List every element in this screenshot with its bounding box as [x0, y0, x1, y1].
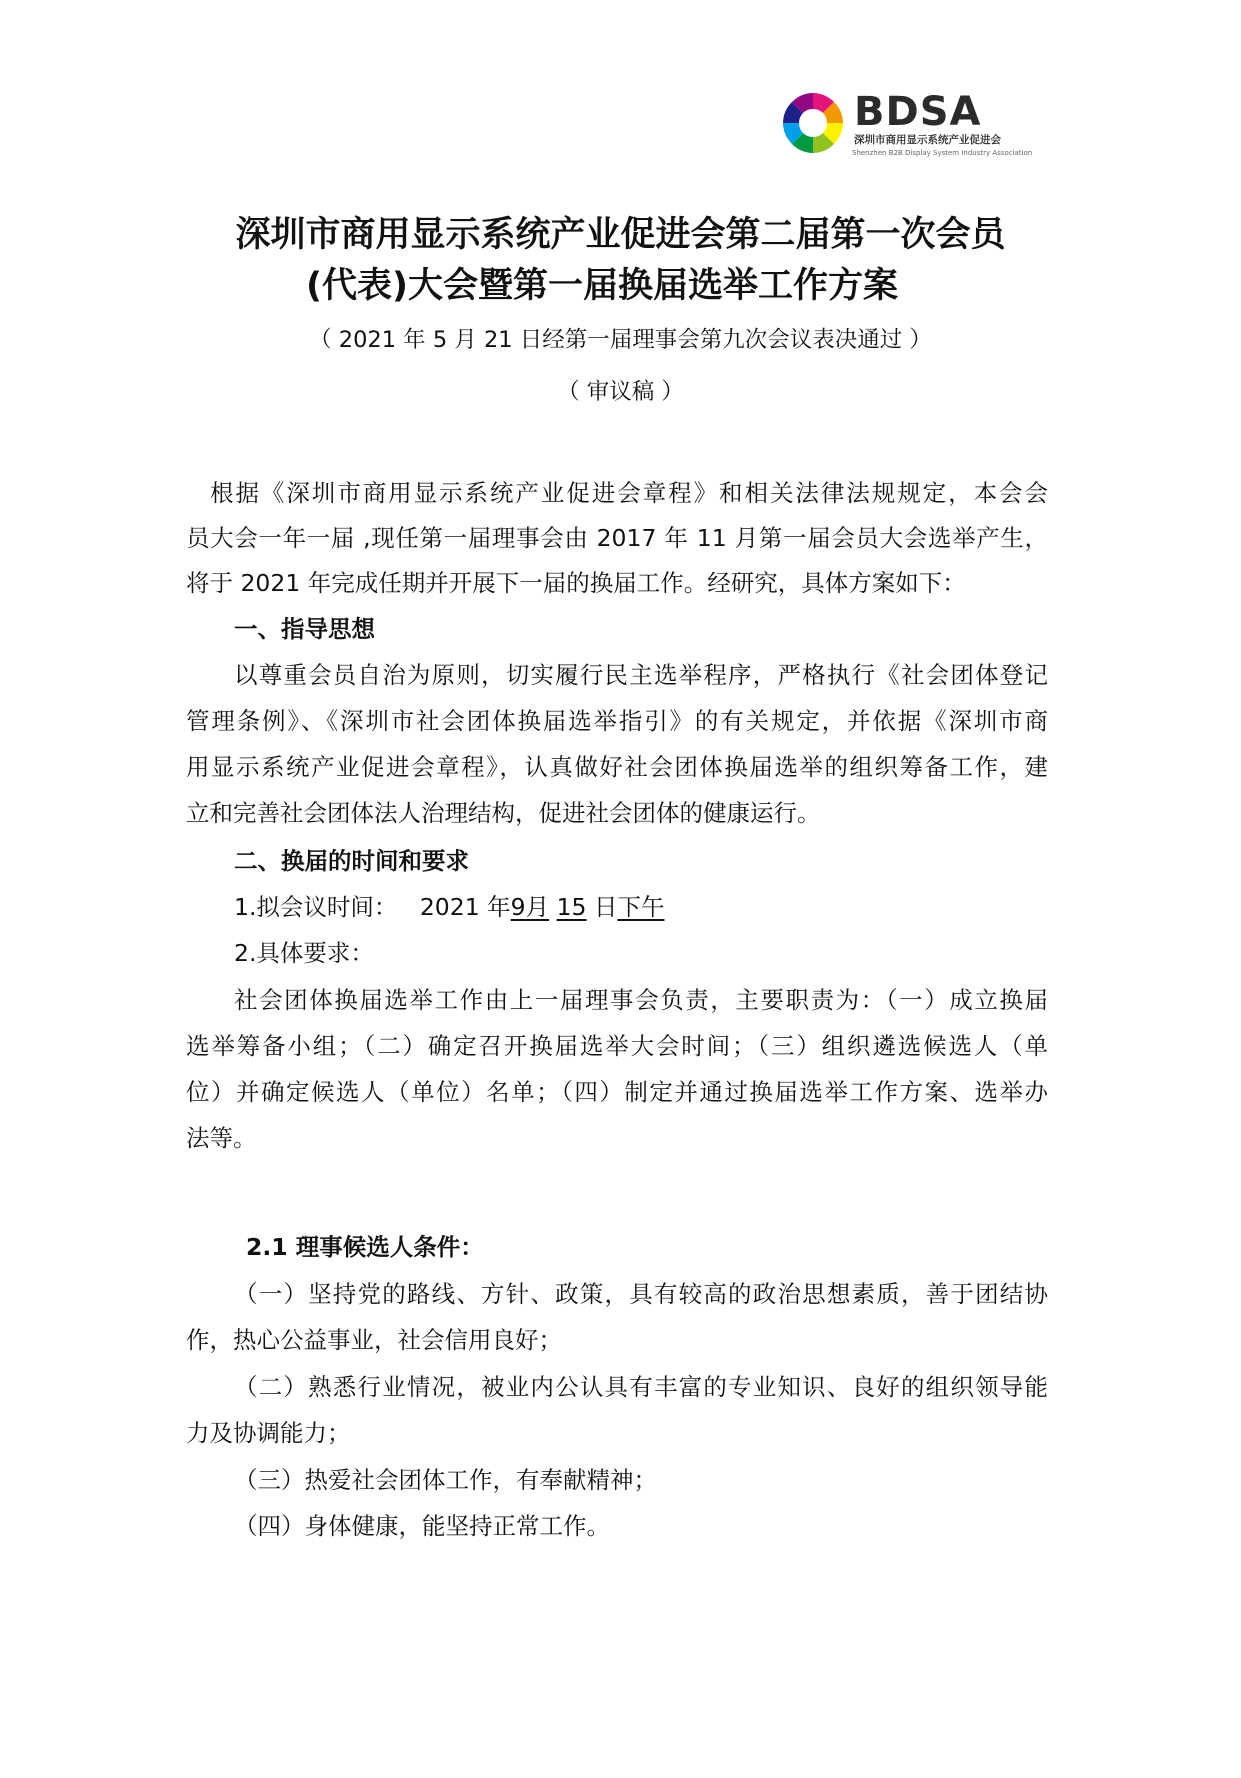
logo-chinese-name: 深圳市商用显示系统产业促进会: [854, 134, 1001, 146]
document-title-line2: (代表)大会暨第一届换届选举工作方案: [306, 266, 898, 306]
meeting-day: 15: [556, 893, 587, 921]
requirements-line-4: 法等。: [186, 1124, 257, 1152]
section1-line-3: 用显示系统产业促进会章程》，认真做好社会团体换届选举的组织筹备工作，建: [186, 753, 1048, 781]
intro-line-2: 员大会一年一届 ,现任第一届理事会由 2017 年 11 月第一届会员大会选举产生，: [186, 524, 1048, 552]
condition-2-line-2: 力及协调能力；: [186, 1419, 351, 1447]
section1-line-2: 管理条例》、《深圳市社会团体换届选举指引》的有关规定，并依据《深圳市商: [186, 707, 1048, 735]
condition-1-line-1: （一）坚持党的路线、方针、政策，具有较高的政治思想素质，善于团结协: [234, 1280, 1048, 1308]
requirements-line-3: 位）并确定候选人（单位）名单；（四）制定并通过换届选举工作方案、选举办: [186, 1078, 1048, 1106]
meeting-period: 下午: [617, 893, 665, 921]
bdsa-logo: [780, 90, 1050, 160]
condition-4: （四）身体健康，能坚持正常工作。: [234, 1512, 610, 1540]
logo-english-name: Shenzhen B2B Display System Industry Association: [852, 149, 1033, 157]
section-heading-guiding-principle: 一、指导思想: [234, 615, 375, 643]
requirements-line-1: 社会团体换届选举工作由上一届理事会负责，主要职责为：（一）成立换届: [234, 986, 1048, 1014]
requirements-line-2: 选举筹备小组；（二）确定召开换届选举大会时间；（三）组织遴选候选人（单: [186, 1032, 1048, 1060]
logo-brand-text: BDSA: [854, 89, 982, 135]
meeting-year: 2021 年: [419, 893, 511, 921]
section1-line-1: 以尊重会员自治为原则，切实履行民主选举程序，严格执行《社会团体登记: [234, 661, 1048, 689]
draft-status: （ 审议稿 ）: [557, 379, 684, 405]
section-heading-time-and-requirements: 二、换届的时间和要求: [234, 847, 469, 875]
intro-line-3: 将于 2021 年完成任期并开展下一届的换届工作。经研究，具体方案如下：: [186, 569, 966, 597]
meeting-month-unit: 月: [525, 893, 550, 921]
section-heading-director-candidate-conditions: 2.1 理事候选人条件：: [246, 1233, 484, 1261]
meeting-day-unit: 日: [593, 893, 618, 921]
document-title-line1: 深圳市商用显示系统产业促进会第二届第一次会员: [235, 215, 1006, 255]
meeting-time-label: 1.拟会议时间：: [234, 893, 398, 921]
meeting-month: 9: [510, 893, 526, 921]
intro-line-1: 根据《深圳市商用显示系统产业促进会章程》和相关法律法规规定，本会会: [210, 479, 1048, 507]
approval-note: （ 2021 年 5 月 21 日经第一届理事会第九次会议表决通过 ）: [309, 327, 932, 353]
section1-line-4: 立和完善社会团体法人治理结构，促进社会团体的健康运行。: [186, 799, 821, 827]
bdsa-logo-mark-icon: [780, 90, 846, 156]
requirements-label: 2.具体要求：: [234, 939, 374, 967]
meeting-time-line: [234, 892, 1048, 922]
condition-1-line-2: 作，热心公益事业，社会信用良好；: [186, 1326, 562, 1354]
condition-3: （三）热爱社会团体工作，有奉献精神；: [234, 1466, 657, 1494]
condition-2-line-1: （二）熟悉行业情况，被业内公认具有丰富的专业知识、良好的组织领导能: [234, 1373, 1048, 1401]
